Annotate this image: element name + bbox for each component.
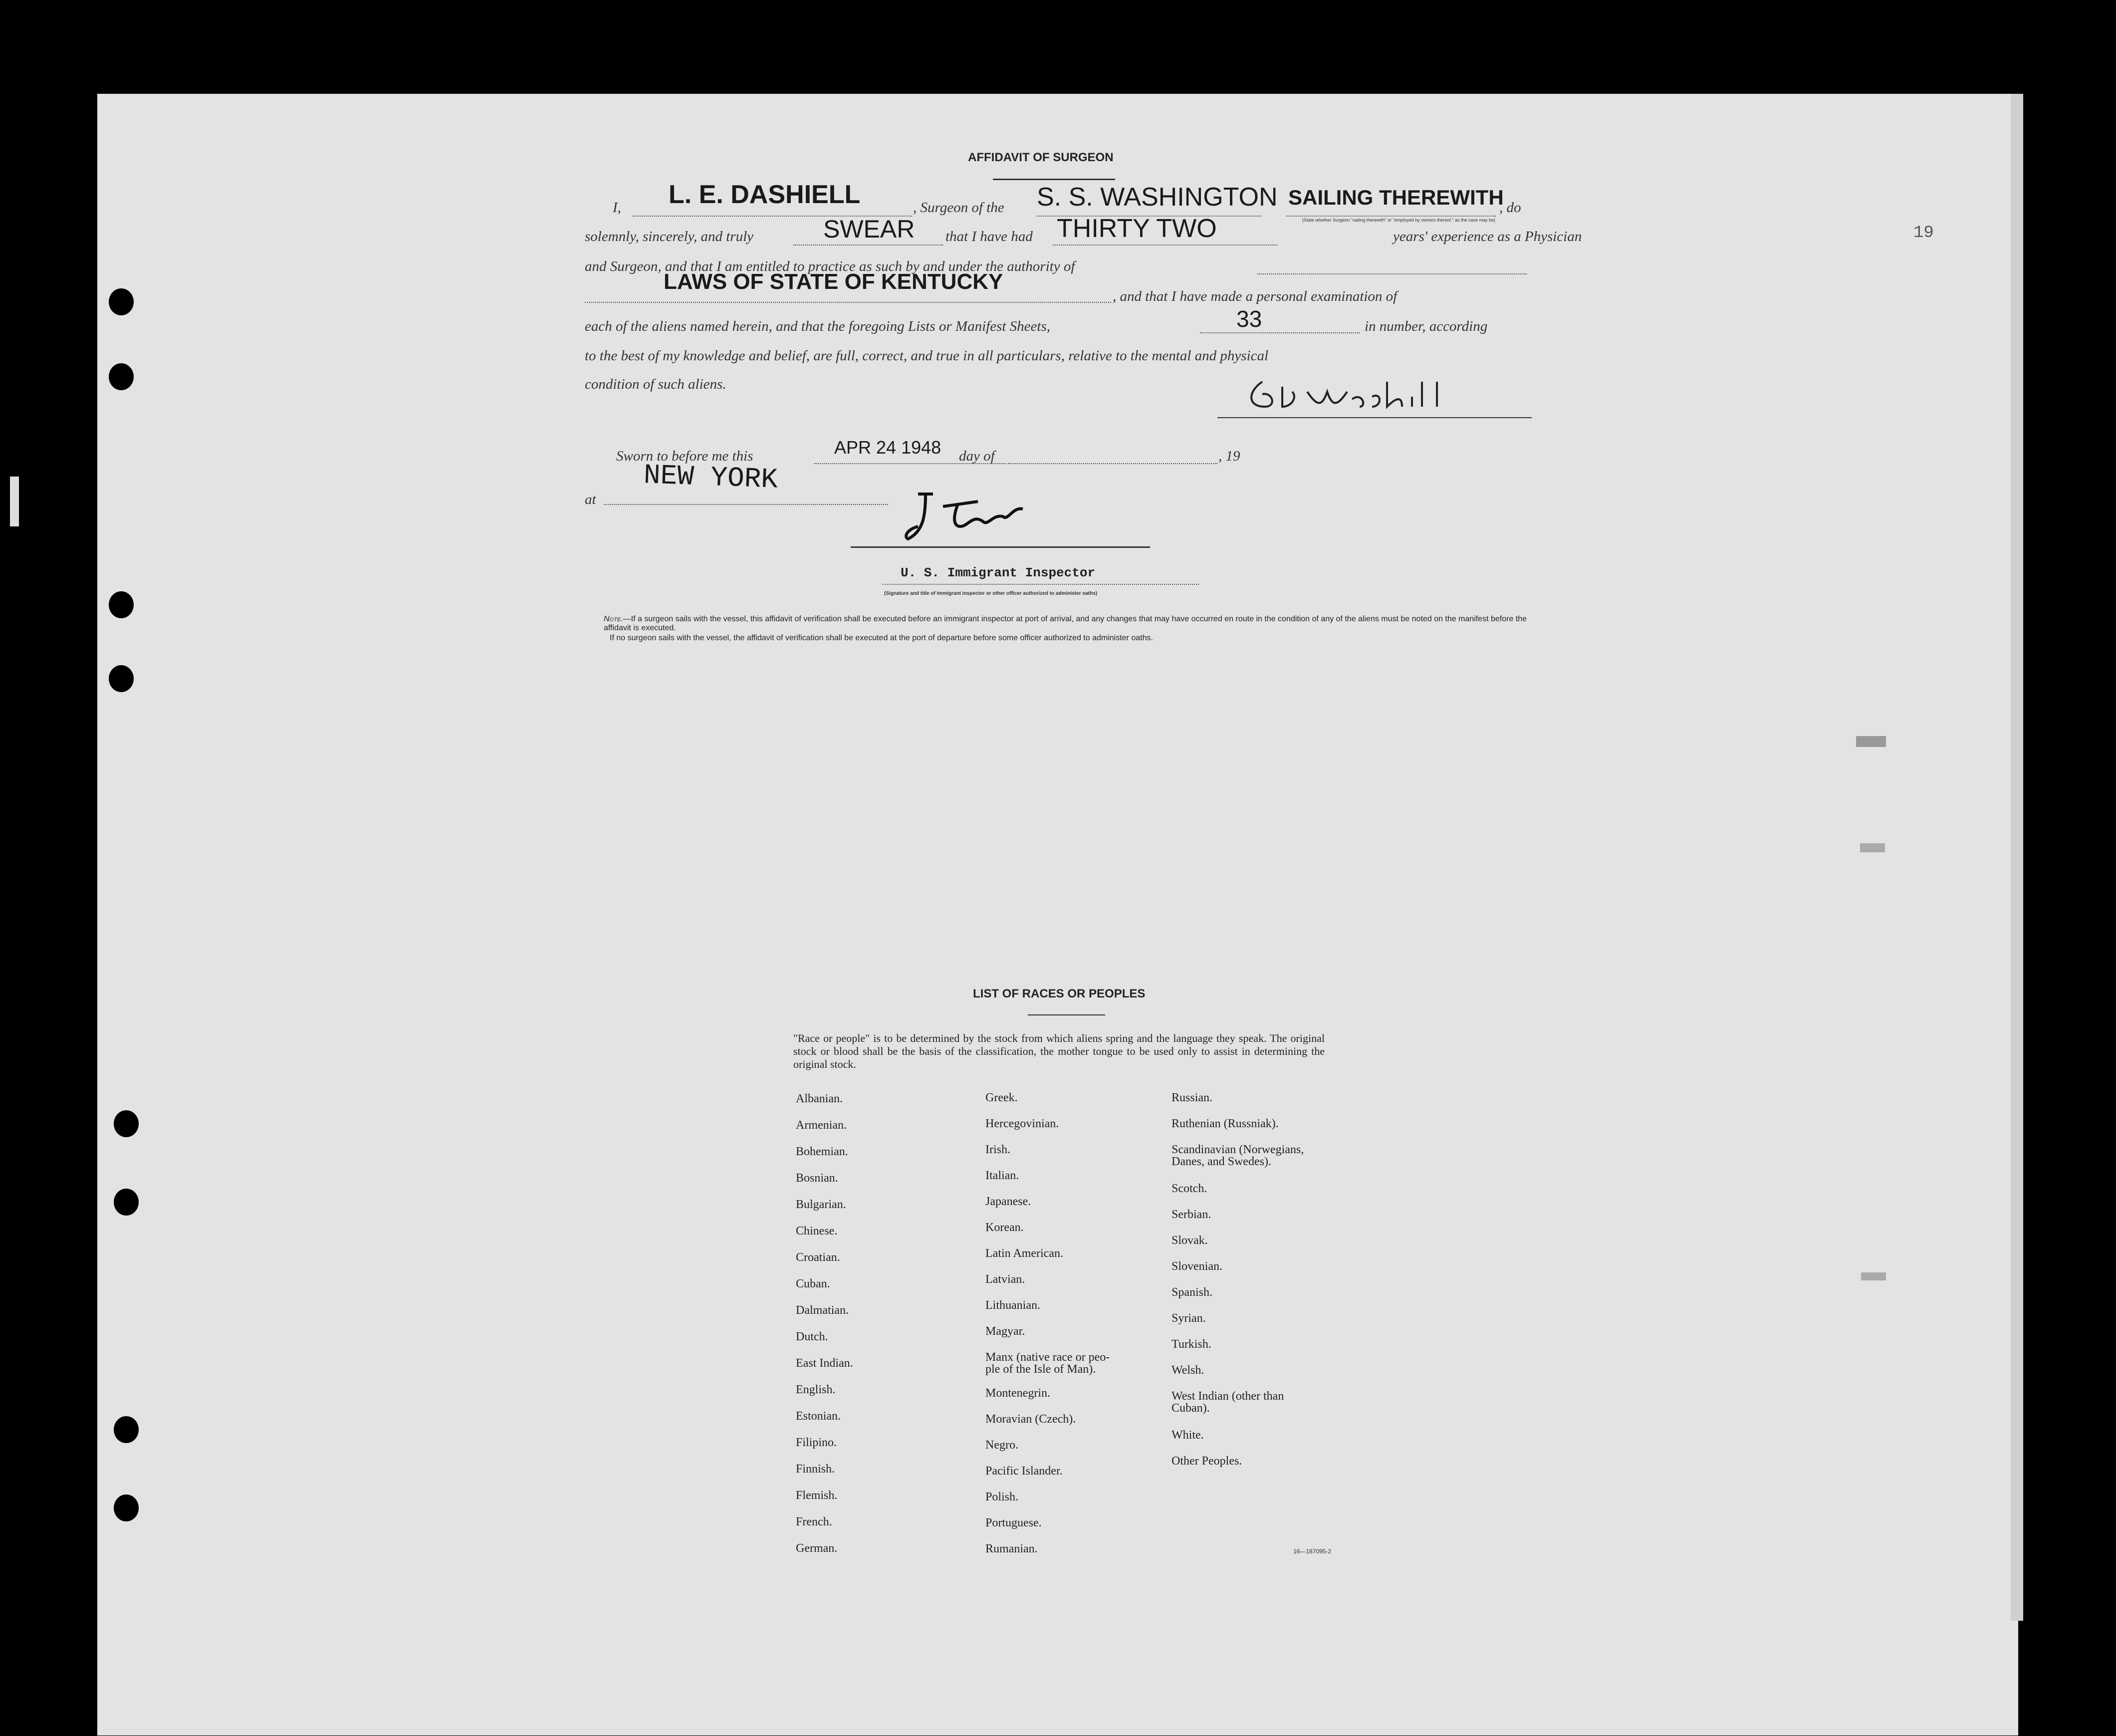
race-item: Italian. — [985, 1169, 1019, 1182]
rule-authority — [585, 302, 1111, 303]
sworn-prefix: Sworn to before me this — [616, 448, 753, 464]
edge-mark — [1856, 736, 1886, 747]
state-whether-note: (State whether Surgeon "sailing therewith" or "employed by owners thereof," as the case may be) — [1302, 218, 1495, 223]
race-item: Latvian. — [985, 1273, 1025, 1286]
punch-hole — [114, 1416, 139, 1443]
form-number: 16—187095-2 — [1293, 1548, 1332, 1555]
race-item: Ruthenian (Russniak). — [1172, 1117, 1279, 1130]
race-item: Bosnian. — [796, 1172, 838, 1185]
race-item: Portuguese. — [985, 1516, 1042, 1529]
page-number: 19 — [1913, 224, 1934, 243]
at-label: at — [585, 492, 596, 507]
note-text-1: —If a surgeon sails with the vessel, this affidavit of verification shall be executed before an immigrant inspector at port of arrival, and any changes that may have occurred en route in the condition of any of the aliens must be noted on the manifest before the affidavit is executed. — [604, 615, 1527, 632]
race-item: Korean. — [985, 1221, 1024, 1234]
race-item: Serbian. — [1172, 1208, 1211, 1221]
line5-prefix: each of the aliens named herein, and that the foregoing Lists or Manifest Sheets, — [585, 318, 1050, 334]
race-item: Filipino. — [796, 1436, 837, 1449]
race-item: Welsh. — [1172, 1364, 1204, 1377]
sailing-status: SAILING THEREWITH — [1288, 186, 1504, 209]
race-item: Cuban. — [796, 1277, 830, 1290]
races-title: LIST OF RACES OR PEOPLES — [973, 987, 1146, 1000]
race-item: Dutch. — [796, 1330, 828, 1343]
punch-hole — [114, 1189, 139, 1216]
race-item: Polish. — [985, 1490, 1019, 1503]
race-item: West Indian (other than Cuban). — [1172, 1390, 1284, 1415]
do-text: , do — [1499, 200, 1521, 216]
note-text-2: If no surgeon sails with the vessel, the affidavit of verification shall be executed at the port of departure before some officer authorized to administer oaths. — [610, 634, 1153, 642]
race-item: Russian. — [1172, 1091, 1213, 1104]
race-item: Magyar. — [985, 1325, 1025, 1338]
race-item: Rumanian. — [985, 1542, 1038, 1555]
note-label: Note. — [604, 615, 623, 623]
inspector-line — [851, 546, 1150, 548]
race-item: Estonian. — [796, 1410, 841, 1423]
punch-hole — [114, 1494, 139, 1521]
race-item: Armenian. — [796, 1119, 847, 1132]
vessel-name: S. S. WASHINGTON — [1037, 183, 1278, 212]
edge-mark — [1860, 843, 1885, 852]
race-item: Syrian. — [1172, 1312, 1206, 1325]
race-item: Chinese. — [796, 1225, 838, 1238]
race-item: White. — [1172, 1429, 1204, 1442]
race-item: Hercegovinian. — [985, 1117, 1059, 1130]
surgeon-name: L. E. DASHIELL — [669, 180, 861, 209]
line6-text: to the best of my knowledge and belief, are full, correct, and true in all particulars, relative to the mental and physical — [585, 348, 1269, 364]
punch-hole — [109, 363, 134, 390]
line5-suffix: in number, according — [1365, 318, 1488, 334]
race-item: Moravian (Czech). — [985, 1413, 1076, 1426]
race-item: Negro. — [985, 1439, 1018, 1452]
race-item: Irish. — [985, 1143, 1010, 1156]
race-item: English. — [796, 1383, 836, 1396]
document-sheet — [97, 94, 2018, 1736]
affidavit-title: AFFIDAVIT OF SURGEON — [968, 151, 1114, 164]
race-item: French. — [796, 1515, 832, 1528]
that-i-have-had: that I have had — [945, 229, 1033, 245]
punch-hole — [109, 665, 134, 692]
signature-caption: (Signature and title of Immigrant inspector or other officer authorized to administer oaths) — [884, 591, 1098, 596]
race-item: Croatian. — [796, 1251, 840, 1264]
race-item: Japanese. — [985, 1195, 1031, 1208]
race-item: Lithuanian. — [985, 1299, 1040, 1312]
title-rule — [993, 179, 1115, 180]
inspector-signature — [898, 487, 1043, 546]
races-intro: "Race or people" is to be determined by the stock from which aliens spring and the language they speak. The original stock or blood shall be the basis of the classification, the mother tongue to be used only to assist in determining the original stock. — [793, 1032, 1325, 1070]
years-experience: years' experience as a Physician — [1393, 229, 1582, 245]
race-item: East Indian. — [796, 1357, 853, 1370]
race-item: Bohemian. — [796, 1145, 848, 1158]
punch-hole — [109, 288, 134, 315]
line3-text: and Surgeon, and that I am entitled to practice as such by and under the authority of — [585, 258, 1075, 274]
punch-hole — [109, 591, 134, 618]
edge-mark — [1861, 1272, 1886, 1280]
note-paragraph-2 — [610, 634, 1528, 643]
place: NEW YORK — [643, 459, 778, 496]
race-item: Finnish. — [796, 1463, 835, 1476]
races-title-rule — [1028, 1014, 1105, 1015]
race-item: Spanish. — [1172, 1286, 1213, 1299]
line4-suffix: , and that I have made a personal examination of — [1113, 288, 1398, 304]
line1-prefix: I, — [613, 200, 621, 216]
swear-word: SWEAR — [823, 215, 915, 243]
race-item: Pacific Islander. — [985, 1465, 1063, 1478]
race-item: Bulgarian. — [796, 1198, 846, 1211]
rule-inspector-title — [882, 584, 1199, 585]
day-of: day of — [959, 448, 995, 464]
rule-sworn-month — [1008, 463, 1217, 464]
rule-years — [1053, 245, 1277, 246]
race-item: German. — [796, 1542, 838, 1555]
authority: LAWS OF STATE OF KENTUCKY — [664, 269, 1003, 294]
year-prefix: , 19 — [1218, 448, 1240, 464]
sheet-edge — [2011, 94, 2023, 1621]
sheet-count: 33 — [1236, 306, 1262, 332]
line7-text: condition of such aliens. — [585, 376, 726, 392]
note-paragraph — [604, 615, 1529, 633]
surgeon-of-the: , Surgeon of the — [913, 200, 1004, 216]
race-item: Albanian. — [796, 1092, 843, 1105]
inspector-title: U. S. Immigrant Inspector — [901, 565, 1096, 580]
edge-mark — [10, 477, 19, 526]
rule-sheet-count — [1200, 332, 1360, 333]
date-stamp: APR 24 1948 — [834, 437, 941, 458]
rule-swear — [793, 245, 943, 246]
race-item: Turkish. — [1172, 1338, 1211, 1351]
rule-line3-end — [1257, 273, 1527, 274]
race-item: Greek. — [985, 1091, 1018, 1104]
race-item: Latin American. — [985, 1247, 1063, 1260]
race-item: Slovak. — [1172, 1234, 1208, 1247]
punch-hole — [114, 1110, 139, 1137]
race-item: Dalmatian. — [796, 1304, 849, 1317]
race-item: Scotch. — [1172, 1182, 1207, 1195]
years-count: THIRTY TWO — [1057, 214, 1217, 243]
surgeon-signature — [1217, 372, 1532, 422]
line2-prefix: solemnly, sincerely, and truly — [585, 229, 754, 245]
race-item: Flemish. — [796, 1489, 838, 1502]
rule-place — [604, 504, 888, 505]
race-item: Slovenian. — [1172, 1260, 1222, 1273]
race-item: Other Peoples. — [1172, 1455, 1242, 1468]
race-item: Scandinavian (Norwegians, Danes, and Swedes). — [1172, 1143, 1304, 1168]
race-item: Montenegrin. — [985, 1387, 1050, 1400]
race-item: Manx (native race or peo- ple of the Isle of Man). — [985, 1351, 1110, 1376]
rule-sailing — [1286, 216, 1496, 217]
